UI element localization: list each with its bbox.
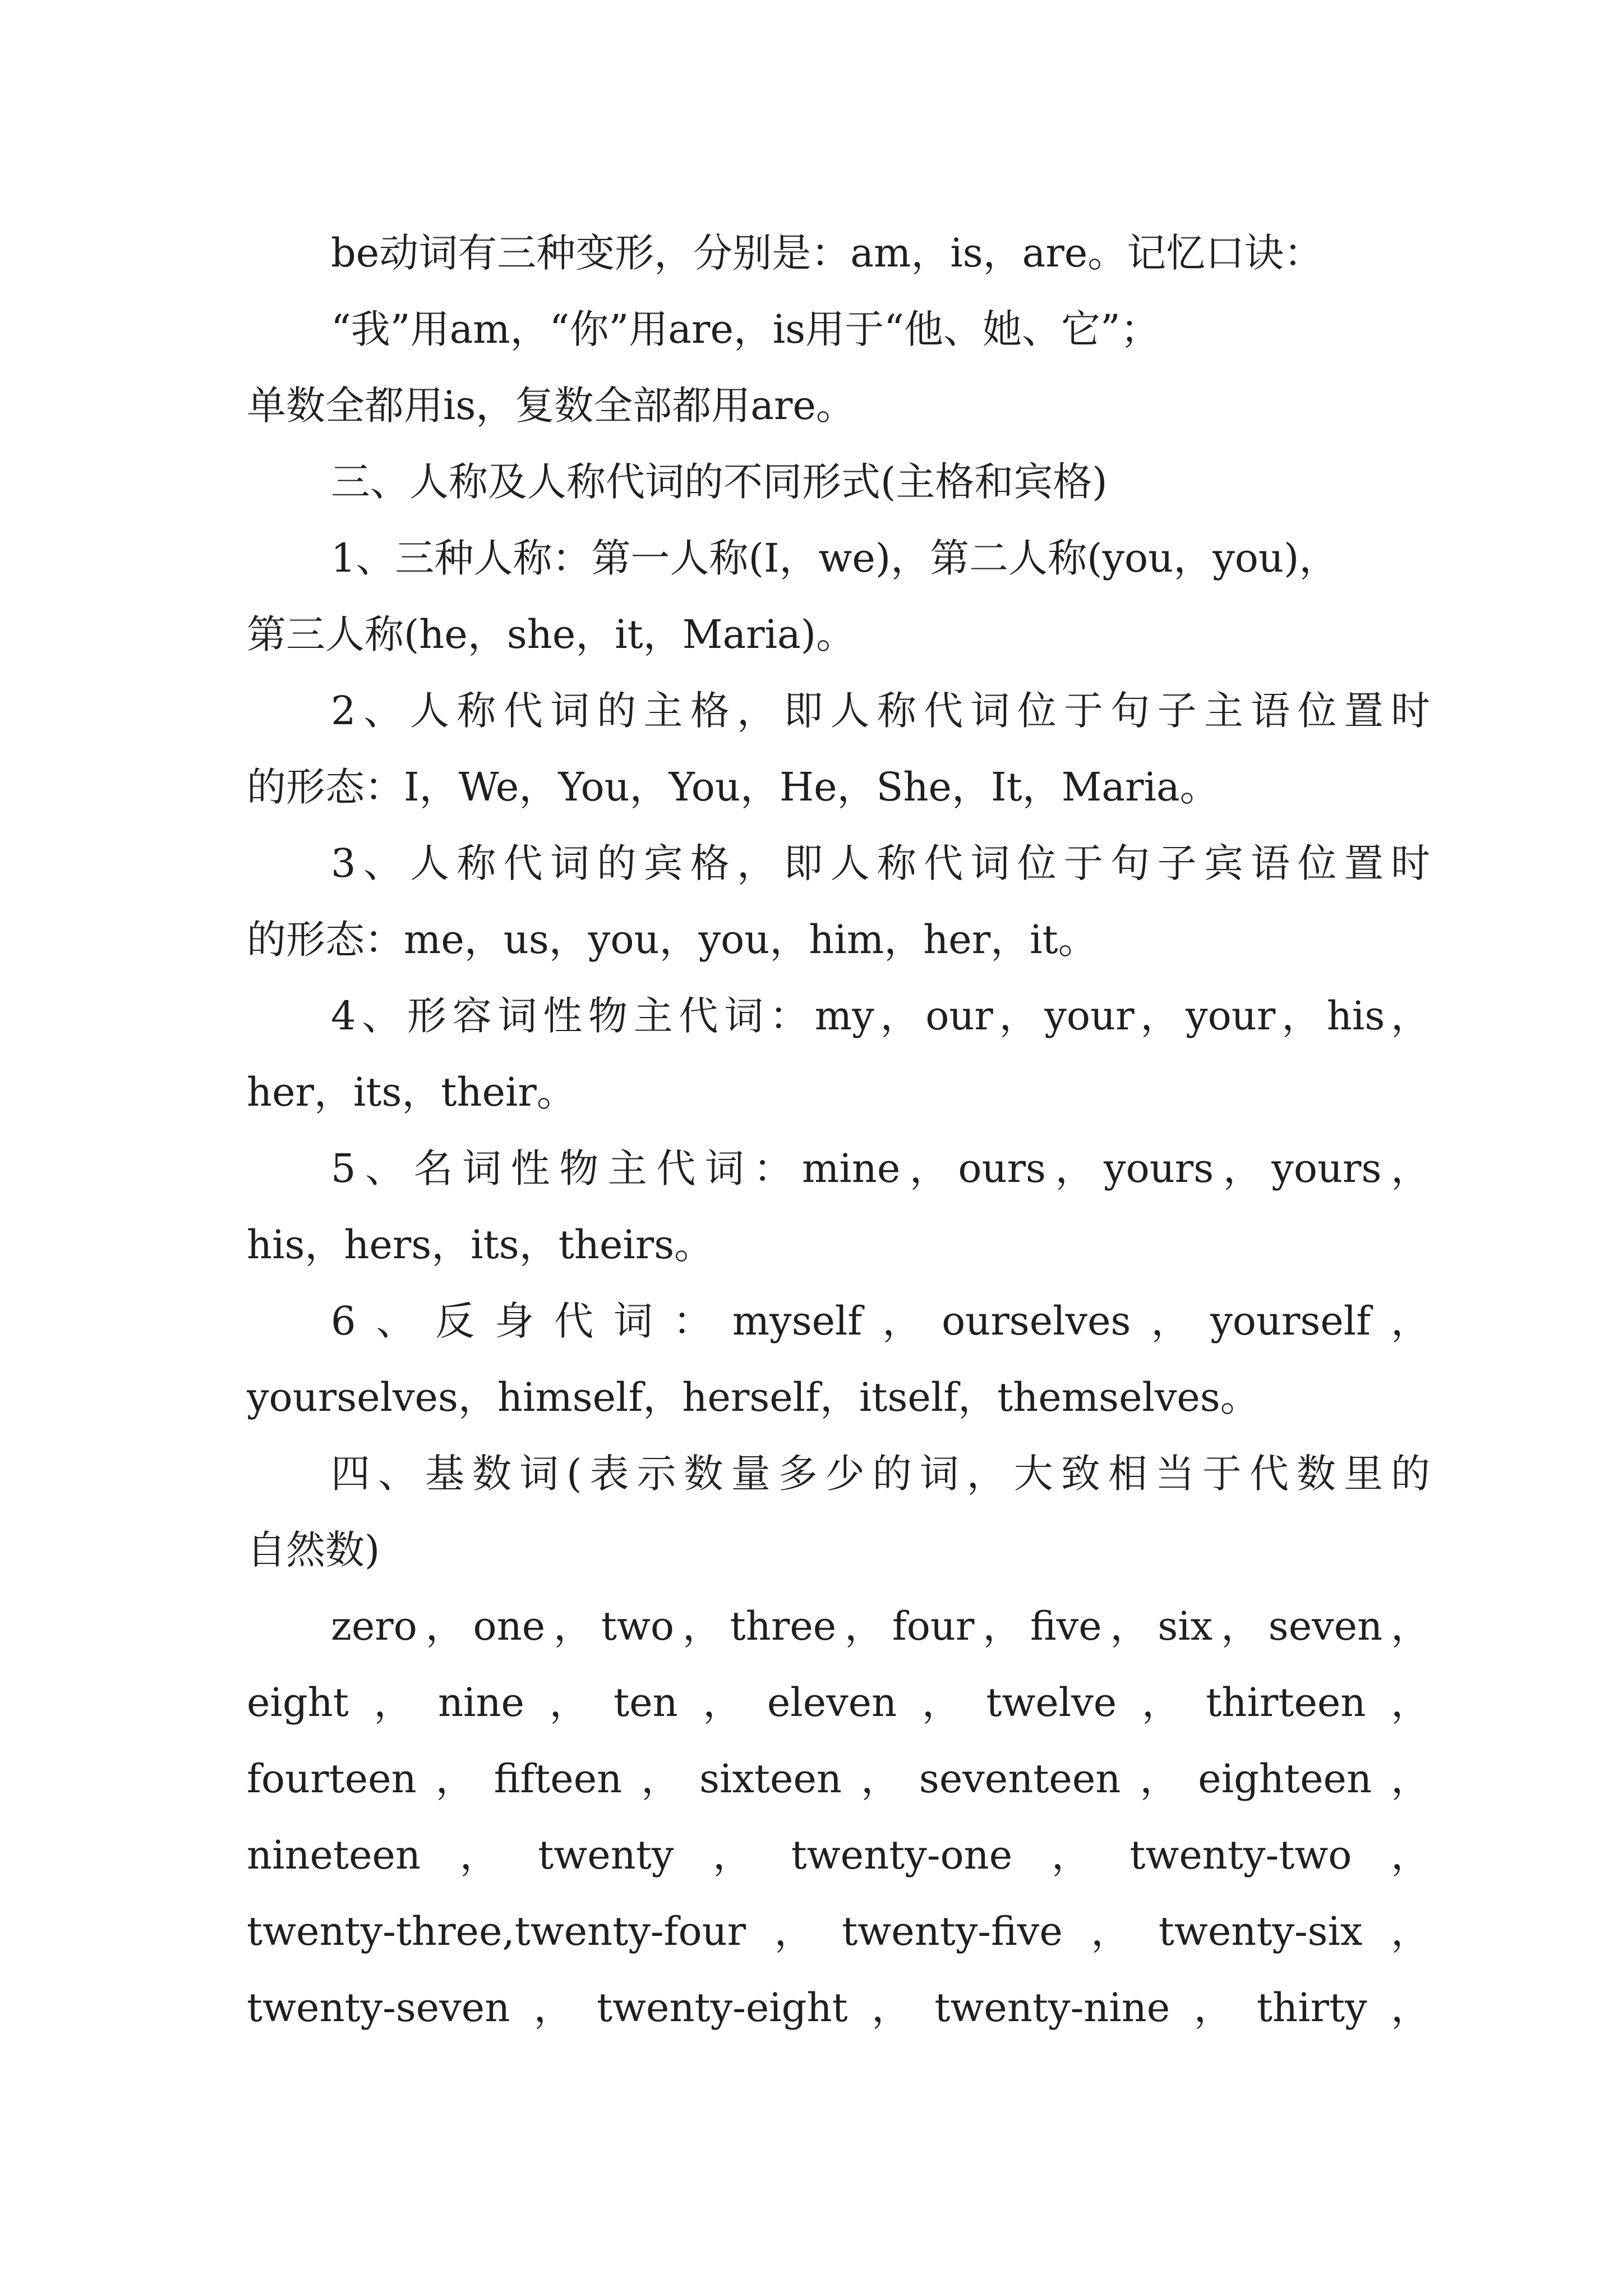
item-3-object-case: 3、人称代词的宾格，即人称代词位于句子宾语位置时 (331, 840, 1430, 886)
item-6-reflexive-cont: yourselves，himself，herself，itself，themselves。 (247, 1374, 1260, 1420)
item-5-noun-possessive-cont: his，hers，its，theirs。 (247, 1222, 714, 1268)
section-heading-cardinal-numbers-cont: 自然数) (247, 1527, 380, 1573)
paragraph-be-verb-rhyme: “我”用am，“你”用are，is用于“他、她、它”； (331, 306, 1160, 352)
section-heading-cardinal-numbers: 四、基数词(表示数量多少的词，大致相当于代数里的 (331, 1451, 1430, 1497)
item-3-object-case-cont: 的形态：me，us，you，you，him，her，it。 (247, 917, 1098, 963)
section-heading-pronouns: 三、人称及人称代词的不同形式(主格和宾格) (331, 459, 1108, 505)
item-5-noun-possessive: 5、名词性物主代词：mine，ours，yours，yours， (331, 1145, 1430, 1191)
item-2-subject-case: 2、人称代词的主格，即人称代词位于句子主语位置时 (331, 688, 1430, 734)
number-words-line-1: zero，one，two，three，four，five，six，seven， (331, 1603, 1430, 1649)
paragraph-be-verb: be动词有三种变形，分别是：am，is，are。记忆口诀： (331, 230, 1324, 276)
paragraph-be-verb-rhyme-cont: 单数全都用is，复数全部都用are。 (247, 383, 855, 429)
item-1-three-persons: 1、三种人称：第一人称(I，we)，第二人称(you，you)， (331, 535, 1339, 581)
number-words-line-3: fourteen，fifteen，sixteen，seventeen，eighteen， (247, 1756, 1430, 1802)
item-1-three-persons-cont: 第三人称(he，she，it，Maria)。 (247, 611, 856, 657)
item-6-reflexive: 6、反身代词：myself，ourselves，yourself， (331, 1298, 1430, 1344)
item-4-adjective-possessive-cont: her，its，their。 (247, 1069, 576, 1115)
item-2-subject-case-cont: 的形态：I，We，You，You，He，She，It，Maria。 (247, 764, 1219, 810)
number-words-line-4: nineteen，twenty，twenty-one，twenty-two， (247, 1832, 1430, 1878)
document-body (247, 215, 1430, 2046)
number-words-line-2: eight，nine，ten，eleven，twelve，thirteen， (247, 1680, 1430, 1726)
item-4-adjective-possessive: 4、形容词性物主代词：my，our，your，your，his， (331, 993, 1430, 1039)
number-words-line-6: twenty-seven，twenty-eight，twenty-nine，thirty， (247, 1985, 1430, 2031)
number-words-line-5: twenty-three,twenty-four，twenty-five，twenty-six， (247, 1908, 1430, 1954)
